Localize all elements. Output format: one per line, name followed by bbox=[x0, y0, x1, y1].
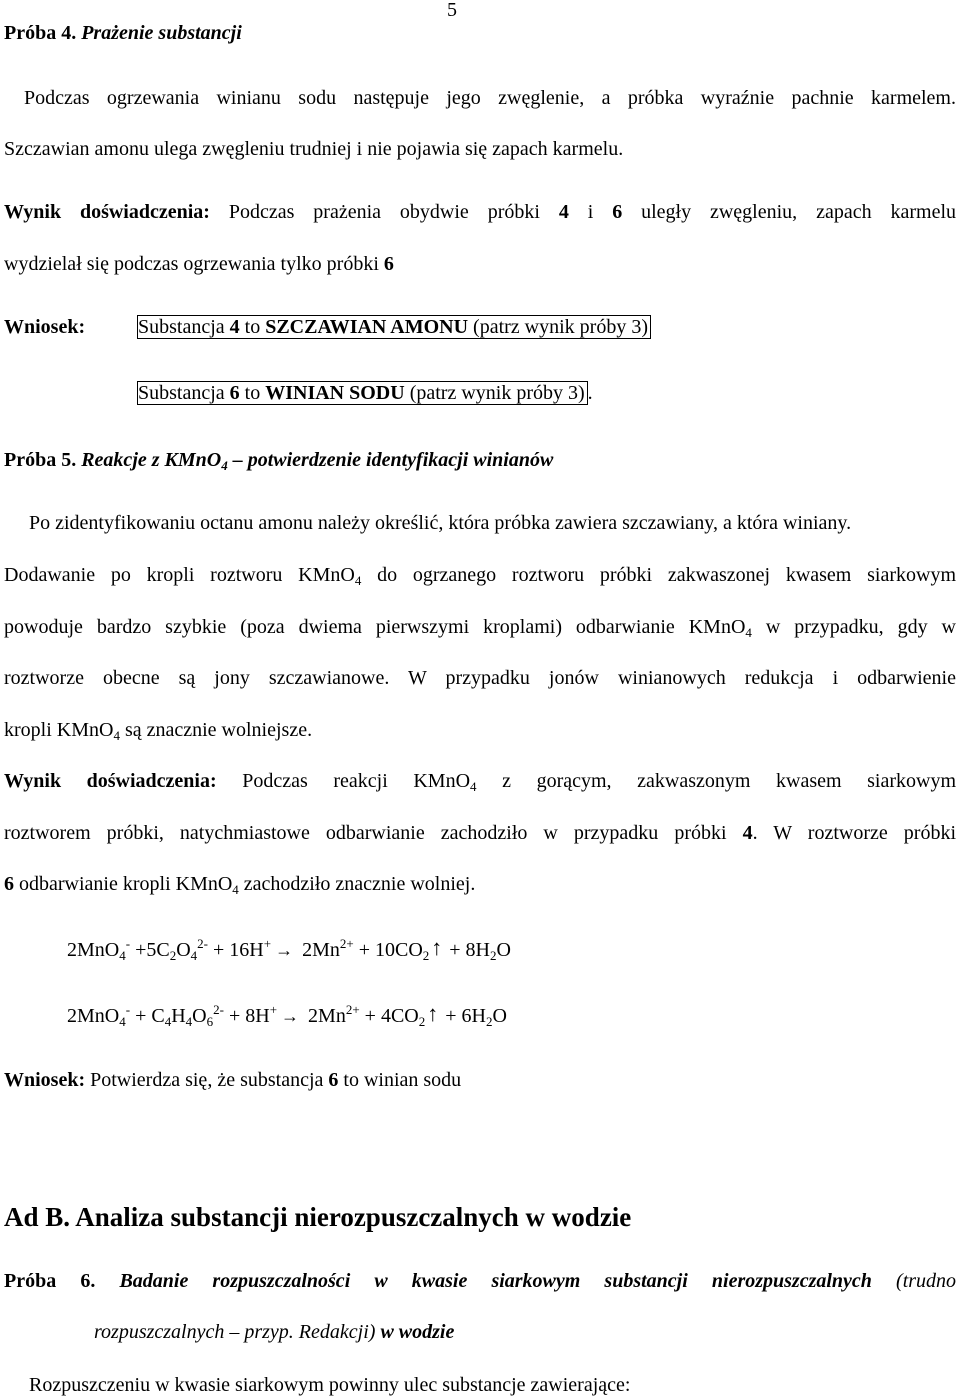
wniosek-label: Wniosek: bbox=[4, 316, 86, 338]
text: Substancja bbox=[138, 316, 230, 338]
section-b-heading: Ad B. Analiza substancji nierozpuszczalnych w wodzie bbox=[4, 1202, 632, 1232]
text: + 8H bbox=[444, 939, 491, 961]
text: H bbox=[171, 1005, 186, 1027]
proba4-para-line1: Podczas ogrzewania winianu sodu następuje jego zwęglenie, a próbka wyraźnie pachnie karmelem. bbox=[24, 87, 956, 109]
subscript: 4 bbox=[119, 1014, 126, 1029]
text: 2MnO bbox=[67, 939, 120, 961]
gas-arrow-up-icon: ↑ bbox=[427, 1001, 439, 1026]
text: Potwierdza się, że substancja bbox=[85, 1069, 329, 1091]
subscript: 4 bbox=[119, 948, 126, 963]
subscript: 4 bbox=[354, 573, 362, 588]
subscript: 2 bbox=[418, 1014, 426, 1029]
proba5-wniosek bbox=[4, 1068, 461, 1092]
text: wydzielał się podczas ogrzewania tylko próbki bbox=[4, 253, 384, 275]
subscript: 4 bbox=[185, 1014, 193, 1029]
subscript: 2 bbox=[169, 948, 177, 963]
superscript: + bbox=[269, 1002, 278, 1017]
proba5-wynik-line1 bbox=[4, 769, 956, 793]
superscript: + bbox=[263, 936, 272, 951]
text: odbarwianie kropli KMnO bbox=[14, 873, 233, 895]
text: powoduje bardzo szybkie (poza dwiema pierwszymi kroplami) odbarwianie KMnO bbox=[4, 616, 746, 638]
text: + 8H bbox=[223, 1005, 270, 1027]
proba4-wniosek-label bbox=[4, 315, 85, 339]
proba6-title-line1 bbox=[4, 1269, 956, 1293]
text: do ogrzanego roztworu próbki zakwaszonej kwasem siarkowym bbox=[361, 564, 956, 586]
text: Dodawanie po kropli roztworu KMnO bbox=[4, 564, 355, 586]
wynik-label: Wynik doświadczenia: bbox=[4, 201, 210, 223]
subscript: 4 bbox=[221, 458, 228, 473]
subscript: 6 bbox=[206, 1014, 214, 1029]
text: O bbox=[176, 939, 191, 961]
text: . W roztworze próbki bbox=[752, 822, 957, 844]
conclusion-box bbox=[137, 381, 588, 405]
proba5-title-prefix: Próba 5. bbox=[4, 449, 77, 471]
text: Reakcje z KMnO bbox=[76, 449, 222, 471]
reaction-arrow-icon: → bbox=[281, 1006, 300, 1026]
page-number: 5 bbox=[447, 0, 457, 21]
text: + 6H bbox=[440, 1005, 486, 1027]
proba6-title-prefix: Próba 6. bbox=[4, 1270, 96, 1292]
text: O bbox=[492, 1005, 507, 1027]
text: + 16H bbox=[208, 939, 264, 961]
subscript: 4 bbox=[164, 1014, 172, 1029]
proba4-title-italic: Prażenie substancji bbox=[81, 22, 242, 44]
substance-name: WINIAN SODU bbox=[265, 382, 405, 404]
superscript: - bbox=[125, 1002, 131, 1017]
proba4-title-prefix: Próba 4. bbox=[4, 22, 77, 44]
sample-number: 6 bbox=[4, 873, 14, 895]
superscript: 2+ bbox=[339, 936, 354, 951]
text: + C bbox=[130, 1005, 165, 1027]
text: zachodziło znacznie wolniej. bbox=[238, 873, 476, 895]
subscript: 4 bbox=[232, 882, 239, 897]
equation-2 bbox=[67, 1002, 507, 1028]
text: w przypadku, gdy w bbox=[751, 616, 956, 638]
text: (patrz wynik próby 3) bbox=[404, 382, 585, 404]
proba6-last-line: Rozpuszczeniu w kwasie siarkowym powinny ulec substancje zawierające: bbox=[29, 1374, 631, 1396]
reaction-arrow-icon: → bbox=[275, 940, 294, 960]
proba5-wynik-line2 bbox=[4, 821, 956, 845]
text: w wodzie bbox=[375, 1321, 455, 1343]
sample-number: 6 bbox=[328, 1069, 339, 1091]
wniosek-label: Wniosek: bbox=[4, 1069, 86, 1091]
text: rozpuszczalnych – przyp. Redakcji) bbox=[94, 1321, 376, 1343]
sample-number: 6 bbox=[383, 253, 394, 275]
superscript: 2- bbox=[213, 1002, 224, 1017]
text: – potwierdzenie identyfikacji winianów bbox=[227, 449, 554, 471]
wynik-label: Wynik doświadczenia: bbox=[4, 770, 217, 792]
proba4-wynik-line1 bbox=[4, 200, 956, 224]
text: Substancja bbox=[138, 382, 230, 404]
text: +5C bbox=[130, 939, 170, 961]
text: O bbox=[496, 939, 511, 961]
text: to bbox=[239, 382, 266, 404]
sample-number: 4 bbox=[558, 201, 569, 223]
sample-number: 6 bbox=[229, 382, 240, 404]
gas-arrow-up-icon: ↑ bbox=[431, 935, 443, 960]
proba5-para-line1 bbox=[4, 563, 956, 587]
proba4-para-line2: Szczawian amonu ulega zwęgleniu trudniej i nie pojawia się zapach karmelu. bbox=[4, 138, 624, 160]
proba5-title bbox=[4, 448, 553, 472]
proba4-wniosek-line2 bbox=[137, 381, 593, 405]
text: roztworem próbki, natychmiastowe odbarwianie zachodziło w przypadku próbki bbox=[4, 822, 743, 844]
text: i bbox=[568, 201, 613, 223]
sample-number: 4 bbox=[742, 822, 753, 844]
subscript: 2 bbox=[490, 948, 497, 963]
proba5-para-line3: roztworze obecne są jony szczawianowe. W przypadku jonów winianowych redukcja i odbarwienie bbox=[4, 667, 956, 689]
text: (patrz wynik próby 3) bbox=[468, 316, 648, 338]
proba5-wynik-line3 bbox=[4, 872, 475, 896]
superscript: - bbox=[125, 936, 131, 951]
superscript: 2+ bbox=[345, 1002, 360, 1017]
proba4-title bbox=[4, 21, 242, 45]
text: Podczas reakcji KMnO bbox=[216, 770, 471, 792]
proba5-intro: Po zidentyfikowaniu octanu amonu należy określić, która próbka zawiera szczawiany, a która winiany. bbox=[29, 512, 852, 534]
superscript: 2- bbox=[197, 936, 208, 951]
text: 2Mn bbox=[297, 939, 340, 961]
subscript: 4 bbox=[113, 728, 120, 743]
text: (trudno bbox=[896, 1270, 957, 1292]
proba5-para-line2 bbox=[4, 615, 956, 639]
text: 2Mn bbox=[303, 1005, 346, 1027]
conclusion-box bbox=[137, 315, 651, 339]
sample-number: 4 bbox=[229, 316, 240, 338]
text: + 10CO bbox=[353, 939, 423, 961]
subscript: 4 bbox=[745, 625, 752, 640]
text: kropli KMnO bbox=[4, 719, 114, 741]
text: są znacznie wolniejsze. bbox=[119, 719, 313, 741]
proba4-wynik-line2 bbox=[4, 252, 394, 276]
sample-number: 6 bbox=[612, 201, 623, 223]
proba6-title-line2 bbox=[94, 1320, 454, 1344]
subscript: 4 bbox=[190, 948, 198, 963]
text: O bbox=[192, 1005, 207, 1027]
subscript: 4 bbox=[470, 779, 477, 794]
text: to bbox=[239, 316, 266, 338]
text: + 4CO bbox=[359, 1005, 419, 1027]
text: 2MnO bbox=[67, 1005, 120, 1027]
text: z gorącym, zakwaszonym kwasem siarkowym bbox=[476, 770, 957, 792]
text: . bbox=[587, 382, 593, 404]
proba4-wniosek-line1 bbox=[137, 315, 651, 339]
equation-1 bbox=[67, 936, 511, 962]
text: uległy zwęgleniu, zapach karmelu bbox=[622, 201, 956, 223]
subscript: 2 bbox=[485, 1014, 493, 1029]
text: Badanie rozpuszczalności w kwasie siarkowym substancji nierozpuszczalnych bbox=[119, 1270, 872, 1292]
subscript: 2 bbox=[422, 948, 430, 963]
substance-name: SZCZAWIAN AMONU bbox=[265, 316, 469, 338]
proba5-para-line4 bbox=[4, 718, 312, 742]
text: Podczas prażenia obydwie próbki bbox=[209, 201, 559, 223]
text: to winian sodu bbox=[338, 1069, 462, 1091]
